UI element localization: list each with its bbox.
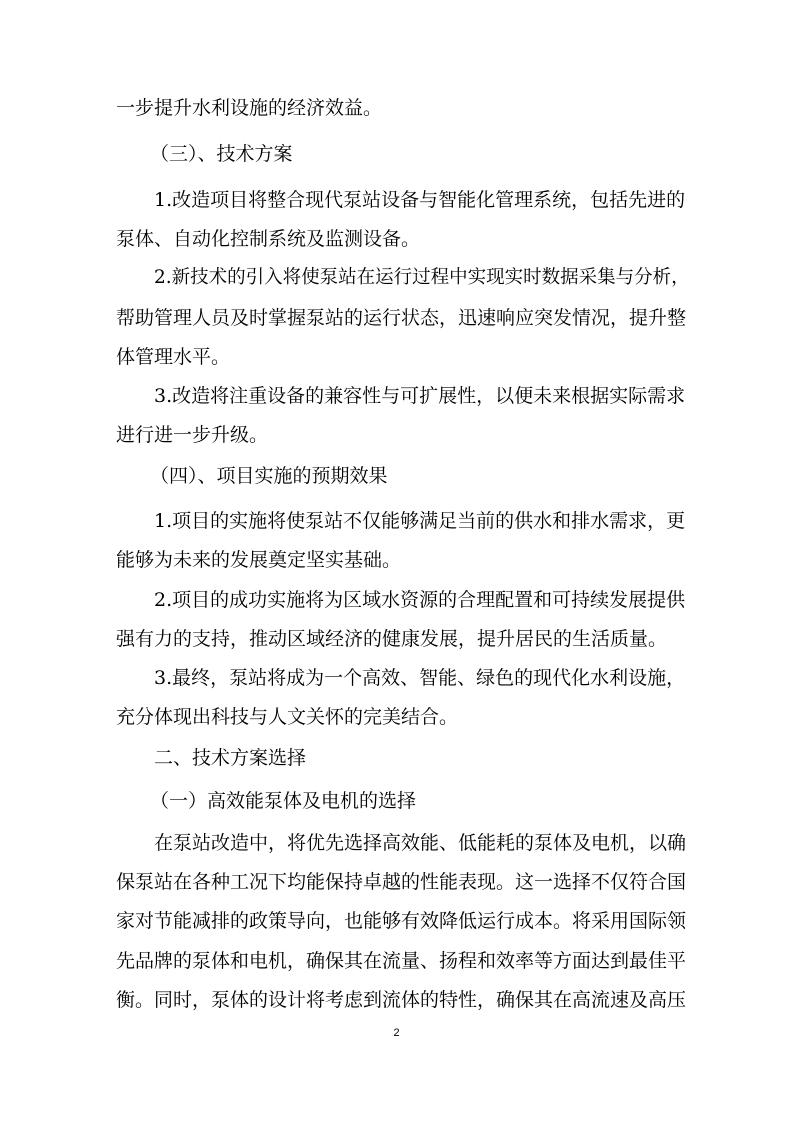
text-line: 充分体现出科技与人文关怀的完美结合。 <box>116 706 459 728</box>
text-line: 先品牌的泵体和电机，确保其在流量、扬程和效率等方面达到最佳平 <box>116 950 687 972</box>
text-line: 能够为未来的发展奠定坚实基础。 <box>116 549 402 571</box>
text-line: 1.项目的实施将使泵站不仅能够满足当前的供水和排水需求，更 <box>154 510 686 532</box>
section-heading: （四）、项目实施的预期效果 <box>150 465 388 487</box>
text-line: 体管理水平。 <box>116 346 231 368</box>
section-heading: （三）、技术方案 <box>150 143 293 165</box>
text-line: 保泵站在各种工况下均能保持卓越的性能表现。这一选择不仅符合国 <box>116 871 687 893</box>
text-line: 3.改造将注重设备的兼容性与可扩展性，以便未来根据实际需求 <box>154 385 686 407</box>
text-line: 1.改造项目将整合现代泵站设备与智能化管理系统，包括先进的 <box>154 189 686 211</box>
text-line: 3.最终，泵站将成为一个高效、智能、绿色的现代化水利设施， <box>154 667 686 689</box>
text-line: 2.新技术的引入将使泵站在运行过程中实现实时数据采集与分析， <box>154 267 690 288</box>
text-line: 在泵站改造中，将优先选择高效能、低能耗的泵体及电机，以确 <box>154 832 687 854</box>
text-line: 强有力的支持，推动区域经济的健康发展，提升居民的生活质量。 <box>116 628 668 650</box>
text-line: 帮助管理人员及时掌握泵站的运行状态，迅速响应突发情况，提升整 <box>116 307 687 329</box>
section-heading: 二、技术方案选择 <box>154 747 307 769</box>
text-line: 泵体、自动化控制系统及监测设备。 <box>116 228 421 250</box>
text-line: 衡。同时，泵体的设计将考虑到流体的特性，确保其在高流速及高压 <box>116 989 687 1011</box>
text-line: 进行进一步升级。 <box>116 424 269 446</box>
text-line: 一步提升水利设施的经济效益。 <box>116 97 383 119</box>
text-line: 2.项目的成功实施将为区域水资源的合理配置和可持续发展提供 <box>154 589 686 611</box>
text-line: 家对节能减排的政策导向，也能够有效降低运行成本。将采用国际领 <box>116 910 687 932</box>
page-number: 2 <box>393 1027 400 1039</box>
subsection-heading: （一）高效能泵体及电机的选择 <box>150 790 417 812</box>
